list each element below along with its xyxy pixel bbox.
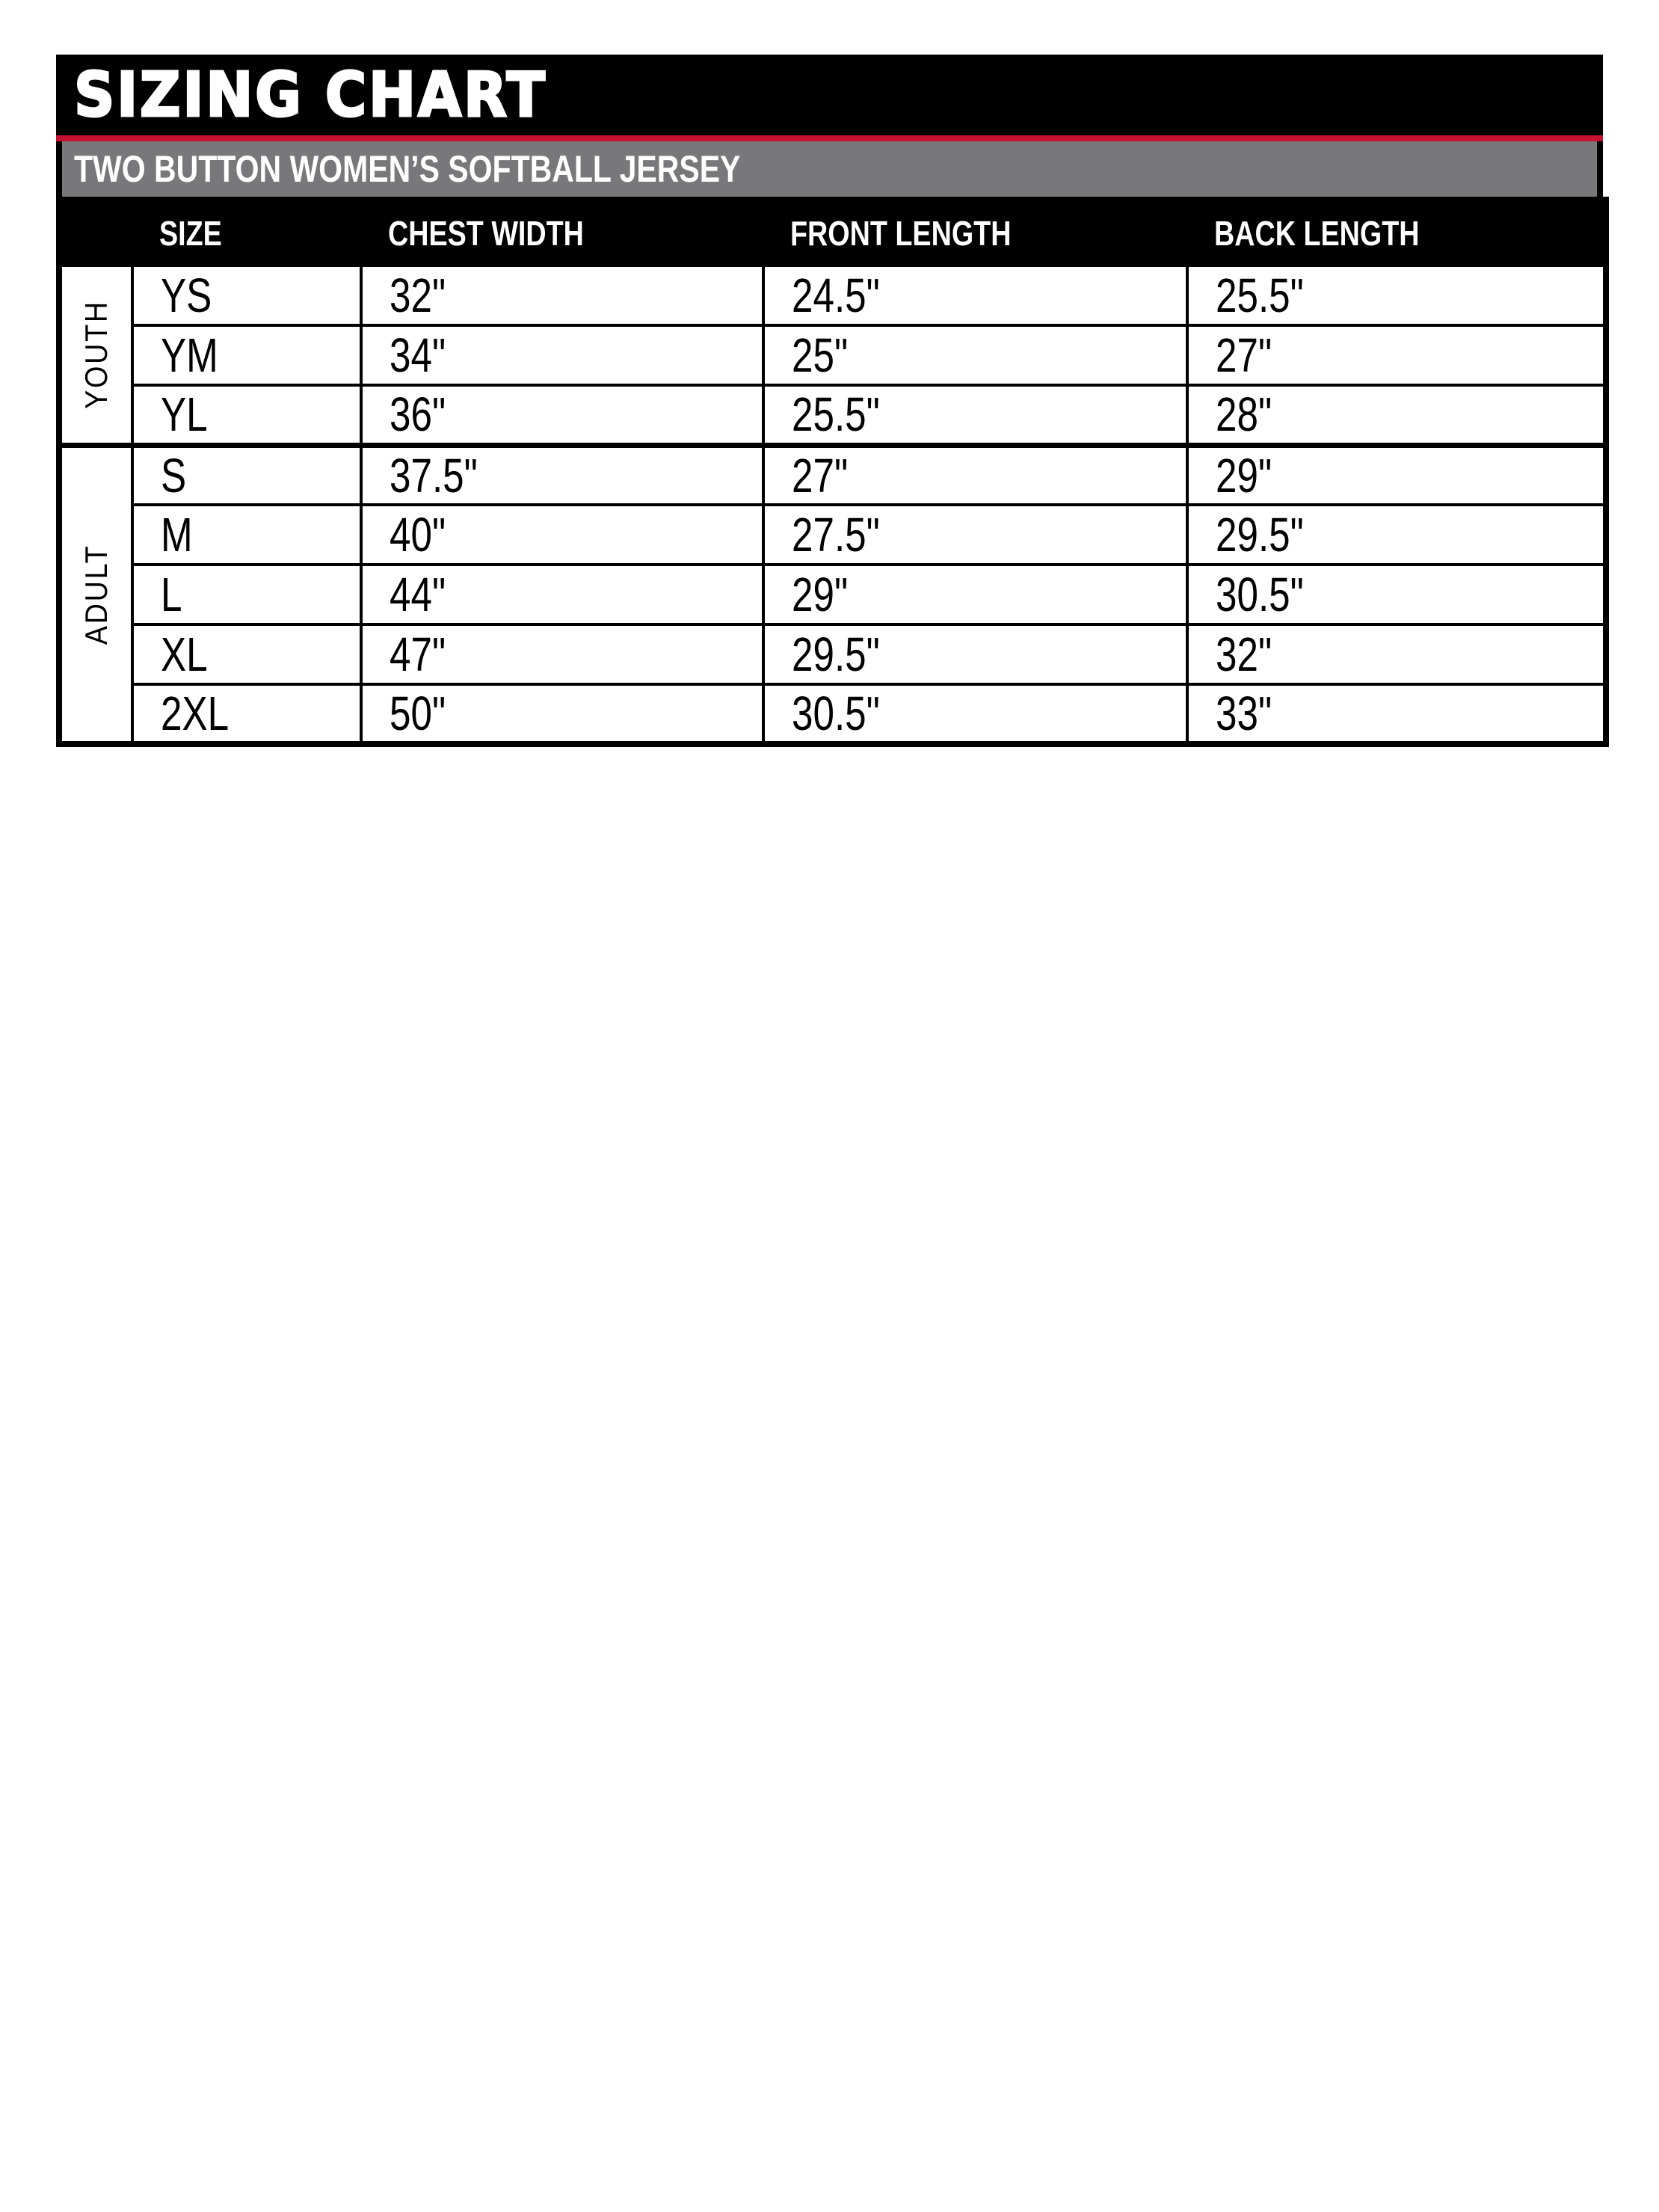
- cell-front-length: 30.5": [763, 684, 1187, 744]
- column-header-size: SIZE: [159, 214, 222, 253]
- red-accent-rule: [56, 135, 1603, 141]
- cell-chest-width: 37.5": [361, 445, 763, 505]
- cell-size: M: [132, 505, 361, 565]
- group-label-adult: [59, 445, 132, 744]
- subtitle-bar: [56, 141, 1603, 197]
- cell-back-length: 27": [1187, 325, 1606, 385]
- cell-chest-width: 40": [361, 505, 763, 565]
- cell-front-length: 25.5": [763, 385, 1187, 445]
- group-label-youth: [59, 265, 132, 445]
- cell-size: YS: [132, 265, 361, 325]
- cell-back-length: 29": [1187, 445, 1606, 505]
- product-name: [74, 147, 887, 191]
- cell-size: S: [132, 445, 361, 505]
- size-row: [59, 445, 1606, 505]
- table-body: [59, 265, 1606, 744]
- cell-chest-width: 32": [361, 265, 763, 325]
- size-row: [59, 325, 1606, 385]
- cell-back-length: 25.5": [1187, 265, 1606, 325]
- cell-front-length: 25": [763, 325, 1187, 385]
- size-table: [56, 197, 1609, 747]
- size-row: [59, 265, 1606, 325]
- cell-size: YL: [132, 385, 361, 445]
- size-row: [59, 505, 1606, 565]
- sizing-chart-panel: [56, 55, 1603, 747]
- cell-front-length: 27": [763, 445, 1187, 505]
- cell-back-length: 33": [1187, 684, 1606, 744]
- group-label-text: ADULT: [79, 544, 114, 645]
- cell-size: 2XL: [132, 684, 361, 744]
- cell-size: L: [132, 565, 361, 624]
- chart-title: SIZING CHART: [74, 59, 547, 131]
- size-row: [59, 385, 1606, 445]
- cell-front-length: 29.5": [763, 624, 1187, 684]
- column-header-chest-width: CHEST WIDTH: [388, 214, 584, 253]
- column-header-front-length: FRONT LENGTH: [790, 214, 1012, 253]
- cell-size: XL: [132, 624, 361, 684]
- column-header-row: [59, 200, 1606, 265]
- title-bar: [56, 55, 1603, 135]
- cell-back-length: 30.5": [1187, 565, 1606, 624]
- group-label-text: YOUTH: [79, 300, 114, 410]
- size-row: [59, 624, 1606, 684]
- cell-chest-width: 44": [361, 565, 763, 624]
- column-header-back-length: BACK LENGTH: [1214, 214, 1420, 253]
- size-row: [59, 565, 1606, 624]
- cell-chest-width: 47": [361, 624, 763, 684]
- product-name-text: TWO BUTTON WOMEN’S SOFTBALL JERSEY: [74, 148, 741, 190]
- cell-front-length: 27.5": [763, 505, 1187, 565]
- cell-chest-width: 34": [361, 325, 763, 385]
- cell-front-length: 24.5": [763, 265, 1187, 325]
- size-row: [59, 684, 1606, 744]
- cell-back-length: 29.5": [1187, 505, 1606, 565]
- cell-chest-width: 50": [361, 684, 763, 744]
- cell-size: YM: [132, 325, 361, 385]
- cell-chest-width: 36": [361, 385, 763, 445]
- group-column-header: [59, 200, 132, 265]
- cell-back-length: 28": [1187, 385, 1606, 445]
- cell-back-length: 32": [1187, 624, 1606, 684]
- cell-front-length: 29": [763, 565, 1187, 624]
